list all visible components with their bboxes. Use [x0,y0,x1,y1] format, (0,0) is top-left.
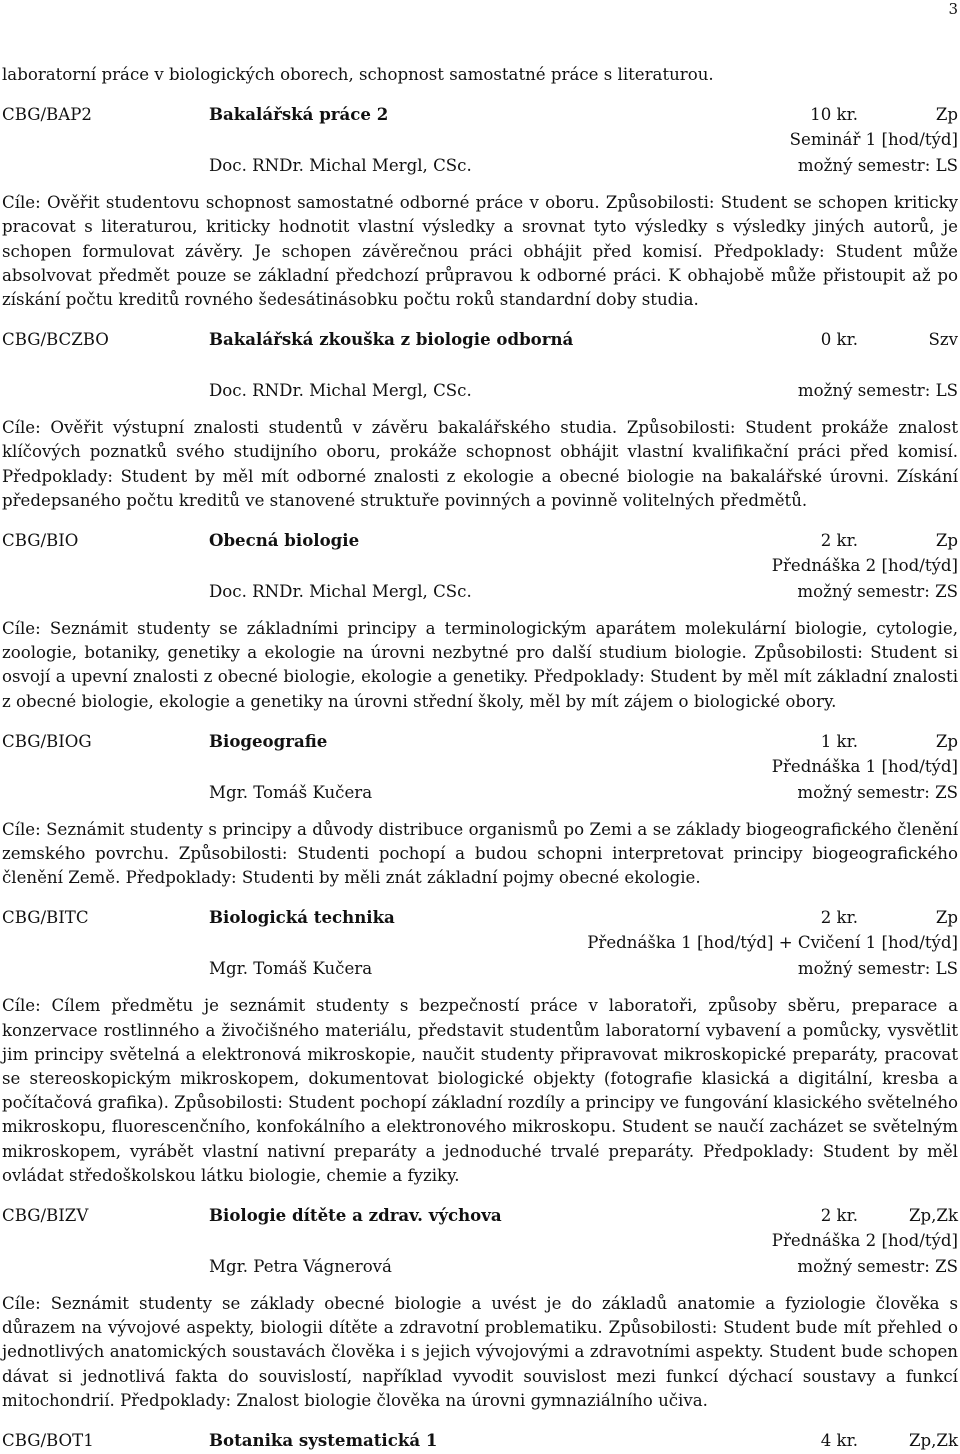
course-teaching: Přednáška 1 [hod/týd] [771,756,958,776]
course-teaching-row [2,127,958,153]
course-completion: Zp [935,908,958,928]
course-code: CBG/BCZBO [2,330,109,350]
course-teaching: Seminář 1 [hod/týd] [789,130,958,150]
course-description: Cíle: Seznámit studenty se základními principy a terminologickým aparátem molekulární biologie, cytologie, zoologie, botaniky, genetiky a ekologie na úrovni nezbytné pro další studium biologie. Způsobilosti: Student si osvojí a upevní znalosti z obecné biologie, ekologie a genetiky. Předpoklady: Student by měl mít základní znalosti z obecné biologie, ekologie a genetiky na úrovni střední školy, měl by mít zájem o biologické obory. [2,619,958,711]
course-title: Biogeografie [209,730,328,751]
course-semester: možný semestr: ZS [797,1257,958,1277]
course-lecturer: Mgr. Tomáš Kučera [209,959,373,979]
course-title: Biologická technika [209,907,395,928]
course-code: CBG/BIZV [2,1206,89,1226]
course-teaching-row [2,1228,958,1254]
course-credits: 2 kr. [820,1206,858,1226]
course-teacher-row [2,956,958,982]
course-lecturer: Mgr. Tomáš Kučera [209,782,373,802]
course-code: CBG/BIOG [2,731,92,751]
course-credits: 2 kr. [820,908,858,928]
course-completion: Szv [928,330,958,350]
course-completion: Zp,Zk [908,1206,958,1226]
course-entry [2,1202,958,1413]
page-number: 3 [948,0,958,18]
course-credits: 2 kr. [820,531,858,551]
course-entry [2,527,958,714]
course-header [2,527,958,553]
course-credits: 1 kr. [820,731,858,751]
course-credits: 0 kr. [820,330,858,350]
course-teaching: Přednáška 2 [hod/týd] [771,1231,958,1251]
course-semester: možný semestr: LS [797,959,958,979]
course-entry [2,1427,958,1453]
course-title: Bakalářská zkouška z biologie odborná [209,329,574,350]
course-teacher-row [2,579,958,605]
course-lecturer: Doc. RNDr. Michal Mergl, CSc. [209,381,472,401]
course-teacher-row [2,378,958,404]
course-code: CBG/BOT1 [2,1431,94,1451]
course-completion: Zp [935,531,958,551]
course-teaching-row [2,930,958,956]
course-header [2,1202,958,1228]
course-code: CBG/BITC [2,908,89,928]
course-header [2,728,958,754]
course-description: Cíle: Seznámit studenty s principy a důvody distribuce organismů po Zemi a se základy biogeografického členění zemského povrchu. Způsobilosti: Studenti pochopí a budou schopni interpretovat principy biogeografického členění Země. Předpoklady: Studenti by měli znát základní pojmy obecné ekologie. [2,819,958,888]
course-header [2,904,958,930]
course-title: Bakalářská práce 2 [209,104,389,125]
course-title: Botanika systematická 1 [209,1430,438,1451]
course-description: Cíle: Ověřit výstupní znalosti studentů v závěru bakalářského studia. Způsobilosti: Student prokáže znalost klíčových poznatků svého studijního oboru, prokáže schopnost obhájit vlastní kvalifikační práci před komisí. Předpoklady: Student by měl mít odborné znalosti z ekologie a obecné biologie na bakalářské úrovni. Získání předepsaného počtu kreditů ve stanovené struktuře povinných a povinně volitelných předmětů. [2,418,958,510]
course-teaching-row [2,754,958,780]
course-lecturer: Doc. RNDr. Michal Mergl, CSc. [209,156,472,176]
course-teaching: Přednáška 2 [hod/týd] [771,556,958,576]
course-teacher-row [2,1254,958,1280]
course-completion: Zp [935,731,958,751]
course-semester: možný semestr: LS [797,381,958,401]
course-teacher-row [2,780,958,806]
course-teaching: Přednáška 1 [hod/týd] + Cvičení 1 [hod/týd] [587,933,958,953]
course-title: Biologie dítěte a zdrav. výchova [209,1205,502,1226]
course-semester: možný semestr: ZS [797,782,958,802]
course-code: CBG/BAP2 [2,105,92,125]
course-teaching-row [2,352,958,378]
course-semester: možný semestr: LS [797,156,958,176]
course-completion: Zp,Zk [908,1431,958,1451]
course-entry [2,326,958,513]
course-credits: 4 kr. [820,1431,858,1451]
intro-paragraph: laboratorní práce v biologických oborech, schopnost samostatné práce s literaturou. [2,65,714,84]
course-header [2,101,958,127]
course-teaching-row [2,553,958,579]
course-entry [2,904,958,1188]
course-teacher-row [2,153,958,179]
course-description: Cíle: Cílem předmětu je seznámit studenty s bezpečností práce v laboratoři, způsoby sběru, preparace a konzervace rostlinného a živočišného materiálu, představit studentům laboratorní vybavení a pomůcky, vysvětlit jim principy světelná a elektronová mikroskopie, naučit studenty připravovat mikroskopické preparáty, pracovat se stereoskopickým mikroskopem, dokumentovat biologické objekty (fotografie klasická a digitální, kresba a počítačová grafika). Způsobilosti: Student pochopí základní rozdíly a principy ve fungování klasického světelného mikroskopu, fluorescenčního, konfokálního a elektronového mikroskopu. Student se naučí zacházet se světelným mikroskopem, vyrábět vlastní nativní preparáty a jednoduché trvalé preparáty. Předpoklady: Student by měl ovládat středoškolskou látku biologie, chemie a fyziky. [2,996,958,1185]
course-lecturer: Doc. RNDr. Michal Mergl, CSc. [209,582,472,602]
course-credits: 10 kr. [810,105,858,125]
course-completion: Zp [935,105,958,125]
course-entry [2,728,958,891]
course-description: Cíle: Ověřit studentovu schopnost samostatné odborné práce v oboru. Způsobilosti: Student se schopen kriticky pracovat s literaturou, kriticky hodnotit vlastní výsledky a srovnat tyto výsledky s výsledky jiných autorů, je schopen formulovat závěry. Je schopen závěrečnou práci obhájit před komisí. Předpoklady: Student může absolvovat předmět pouze se základní předchozí průpravou k odborné práci. K obhajobě může přistoupit až po získání počtu kreditů rovného šedesátinásobku počtu roků standardní doby studia. [2,193,958,310]
course-semester: možný semestr: ZS [797,582,958,602]
course-title: Obecná biologie [209,530,360,551]
course-header [2,1427,958,1453]
course-code: CBG/BIO [2,531,79,551]
document-body [2,63,958,1453]
course-description: Cíle: Seznámit studenty se základy obecné biologie a uvést je do základů anatomie a fyziologie člověka s důrazem na vývojové aspekty, biologii dítěte a zdravotní problematiku. Způsobilosti: Student bude mít přehled o jednotlivých anatomických soustavách člověka i s jejich vývojovými a zdravotními aspekty. Student bude schopen dávat si jednotlivá fakta do souvislostí, například vyvodit souvislost mezi funkcí dýchací soustavy a funkcí mitochondrií. Předpoklady: Znalost biologie člověka na úrovni gymnaziálního učiva. [2,1294,958,1410]
course-lecturer: Mgr. Petra Vágnerová [209,1257,392,1277]
course-entry [2,101,958,312]
course-header [2,326,958,352]
